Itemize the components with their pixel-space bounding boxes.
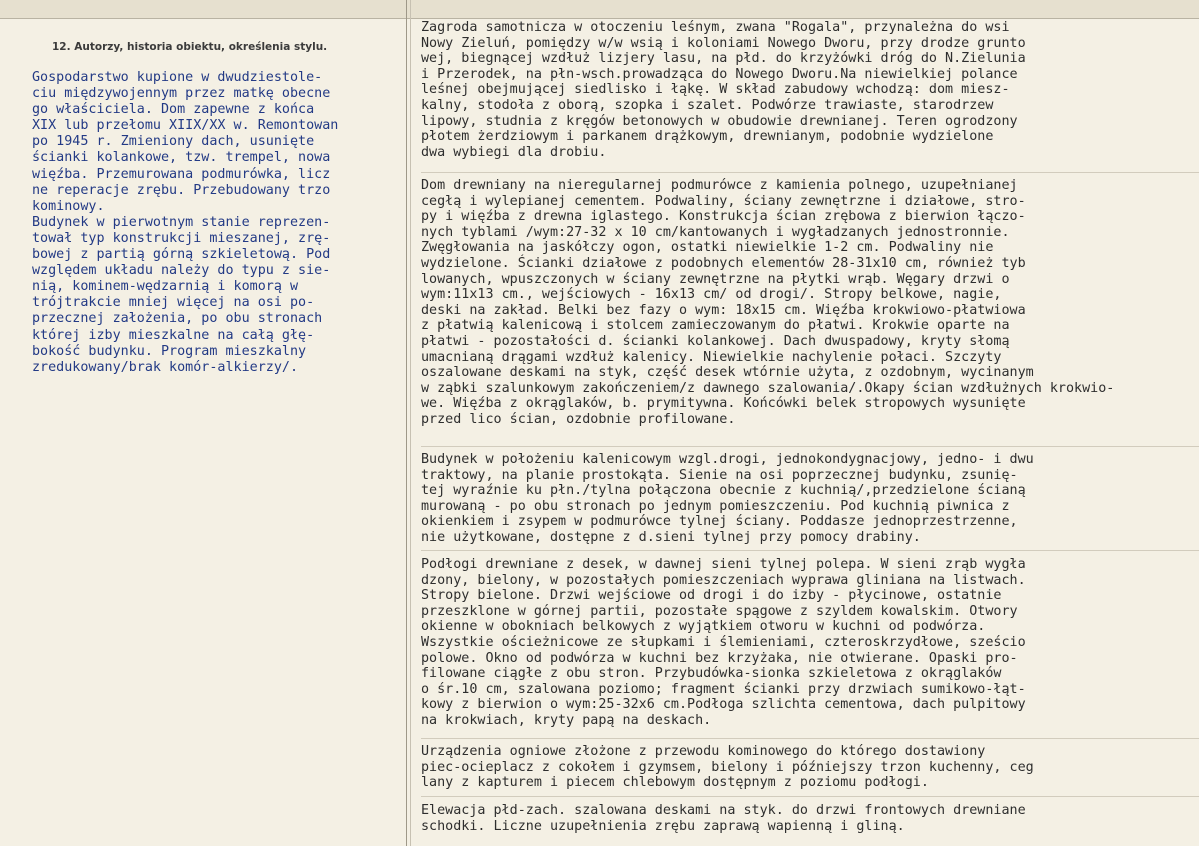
- paragraph-construction: Dom drewniany na nieregularnej podmurówce z kamienia polnego, uzupełnianej cegłą i wylepianej cementem. Podwaliny, ściany zewnętrzne i działowe, stro- py i więźba z drewna iglastego. Konstrukcja ścian zrębowa z bierwion łączo- nych tyblami /wym:27-32 x 10 cm/kantowanych i wygładzanych jednostronnie. Zwęgłowania na jaskółczy ogon, ostatki niewielkie 1-2 cm. Podwaliny nie wydzielone. Ścianki działowe z podobnych elementów 28-31x10 cm, również tyb lowanych, wpuszczonych w ściany zewnętrzne na płytki wrąb. Węgary drzwi o wym:11x13 cm., wejściowych - 16x13 cm/ od drogi/. Stropy belkowe, nagie, deski na zakład. Belki bez fazy o wym: 18x15 cm. Więźba krokwiowo-płatwiowa z płatwią kalenicową i stolcem zamieczowanym do płatwi. Krokwie oparte na płatwi - pozostałości d. ścianki kolankowej. Dach dwuspadowy, kryty słomą umacnianą drągami wzdłuż kalenicy. Niewielkie nachylenie połaci. Szczyty oszalowane deskami na styk, część desek wtórnie użyta, z ozdobnym, wycinanym w ząbki szalunkowym zakończeniem/z dawnego szalowania/.Okapy ścian wzdłużnych krokwio- we. Więźba z okrąglaków, b. prymitywna. Końcówki belek stropowych wysunięte przed lico ścian, ozdobnie profilowane.: [421, 178, 1115, 427]
- column-divider-secondary: [410, 0, 411, 846]
- paragraph-elevation: Elewacja płd-zach. szalowana deskami na styk. do drzwi frontowych drewniane schodki. Liczne uzupełnienia zrębu zaprawą wapienną i gliną.: [421, 803, 1026, 834]
- paragraph-layout: Budynek w położeniu kalenicowym wzgl.drogi, jednokondygnacjowy, jedno- i dwu traktowy, na planie prostokąta. Sienie na osi poprzecznej budynku, zsunię- tej wyraźnie ku płn./tylna połączona obecnie z kuchnią/,przedzielone ścianą murowaną - po obu stronach po jednym pomieszczeniu. Pod kuchnią piwnica z okienkiem i zsypem w podmurówce tylnej ściany. Poddasze jednoprzestrzenne, nie użytkowane, dostępne z d.sieni tylnej przy pomocy drabiny.: [421, 452, 1034, 545]
- paragraph-interior: Podłogi drewniane z desek, w dawnej sieni tylnej polepa. W sieni zrąb wygła dzony, bielony, w pozostałych pomieszczeniach wyprawa gliniana na listwach. Stropy bielone. Drzwi wejściowe od drogi i do izby - płycinowe, ostatnie przeszklone w górnej partii, pozostałe spągowe z szyldem kowalskim. Otwory okienne w obokniach belkowych z wyjątkiem otworu w kuchni od podwórza. Wszystkie ościeżnicowe ze słupkami i ślemieniami, czteroskrzydłowe, sześcio polowe. Okno od podwórza w kuchni bez krzyżaka, nie otwierane. Opaski pro- filowane ciągłe z obu stron. Przybudówka-sionka szkieletowa z okrąglaków o śr.10 cm, szalowana poziomo; fragment ścianki przy drzwiach sumikowo-łąt- kowy z bierwion o wym:25-32x6 cm.Podłoga szlichta cementowa, dach pulpitowy na krokwiach, kryty papą na deskach.: [421, 557, 1026, 728]
- paragraph-heating: Urządzenia ogniowe złożone z przewodu kominowego do którego dostawiony piec-ocieplacz z cokołem i gzymsem, bielony i późniejszy trzon kuchenny, ceg lany z kapturem i piecem chlebowym dostępnym z poziomu podłogi.: [421, 744, 1034, 791]
- paragraph-location: Zagroda samotnicza w otoczeniu leśnym, zwana "Rogala", przynależna do wsi Nowy Zieluń, pomiędzy w/w wsią i koloniami Nowego Dworu, przy drodze grunto wej, biegnącej wzdłuż lizjery lasu, na płd. do krzyżówki dróg do N.Zielunia i Przerodek, na płn-wsch.prowadząca do Nowego Dworu.Na niewielkiej polance leśnej obejmującej siedlisko i łąkę. W skład zabudowy wchodzą: dom miesz- kalny, stodoła z oborą, szopka i szalet. Podwórze trawiaste, starodrzew lipowy, studnia z kręgów betonowych w obudowie drewnianej. Teren ogrodzony płotem żerdziowym i parkanem drążkowym, drewnianym, podobnie wydzielone dwa wybiegi dla drobiu.: [421, 20, 1026, 160]
- paragraph-separator: [421, 172, 1199, 173]
- section-header: 12. Autorzy, historia obiektu, określenia stylu.: [52, 41, 328, 53]
- paragraph-separator: [421, 550, 1199, 551]
- description-column: [421, 0, 1199, 846]
- paragraph-separator: [421, 796, 1199, 797]
- paragraph-separator: [421, 446, 1199, 447]
- column-divider: [406, 0, 407, 846]
- history-text: Gospodarstwo kupione w dwudziestole- ciu międzywojennym przez matkę obecne go właściciela. Dom zapewne z końca XIX lub przełomu XIIX/XX w. Remontowan po 1945 r. Zmieniony dach, usunięte ścianki kolankowe, tzw. trempel, nowa więźba. Przemurowana podmurówka, licz ne reperacje zrębu. Przebudowany trzo kominowy. Budynek w pierwotnym stanie reprezen- tował typ konstrukcji mieszanej, zrę- bowej z partią górną szkieletową. Pod względem układu należy do typu z sie- nią, kominem-wędzarnią i komorą w trójtrakcie mniej więcej na osi po- przecznej założenia, po obu stronach której izby mieszkalne na całą głę- bokość budynku. Program mieszkalny zredukowany/brak komór-alkierzy/.: [32, 70, 339, 375]
- paragraph-separator: [421, 738, 1199, 739]
